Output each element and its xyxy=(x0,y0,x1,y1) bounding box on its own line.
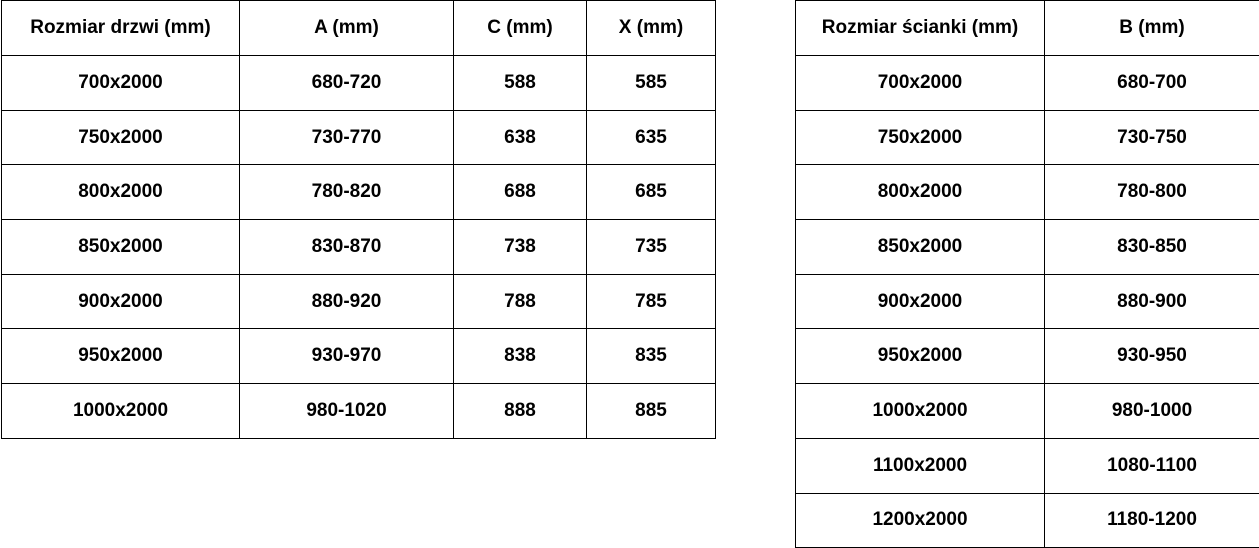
cell-wall-size: 850x2000 xyxy=(796,220,1045,275)
cell-x: 735 xyxy=(587,220,716,275)
cell-b: 830-850 xyxy=(1045,220,1259,275)
cell-a: 680-720 xyxy=(240,56,454,111)
table-row xyxy=(2,329,716,384)
cell-wall-size: 1100x2000 xyxy=(796,438,1045,493)
cell-wall-size: 1000x2000 xyxy=(796,384,1045,439)
cell-x: 685 xyxy=(587,165,716,220)
cell-door-size: 700x2000 xyxy=(2,56,240,111)
table-row xyxy=(2,56,716,111)
cell-x: 585 xyxy=(587,56,716,111)
table-row xyxy=(2,220,716,275)
cell-b: 1080-1100 xyxy=(1045,438,1259,493)
table-header-row xyxy=(2,1,716,56)
cell-wall-size: 750x2000 xyxy=(796,110,1045,165)
column-header-wall-size: Rozmiar ścianki (mm) xyxy=(796,1,1045,56)
table-row xyxy=(2,110,716,165)
cell-a: 980-1020 xyxy=(240,384,454,439)
cell-b: 680-700 xyxy=(1045,56,1259,111)
cell-wall-size: 900x2000 xyxy=(796,274,1045,329)
table-row xyxy=(2,384,716,439)
cell-wall-size: 700x2000 xyxy=(796,56,1045,111)
cell-a: 930-970 xyxy=(240,329,454,384)
table-row xyxy=(2,274,716,329)
table-row xyxy=(796,220,1259,275)
doors-size-table xyxy=(1,0,716,439)
cell-b: 980-1000 xyxy=(1045,384,1259,439)
cell-x: 785 xyxy=(587,274,716,329)
column-header-door-size: Rozmiar drzwi (mm) xyxy=(2,1,240,56)
cell-x: 885 xyxy=(587,384,716,439)
cell-a: 830-870 xyxy=(240,220,454,275)
cell-door-size: 750x2000 xyxy=(2,110,240,165)
cell-b: 1180-1200 xyxy=(1045,493,1259,548)
table-row xyxy=(2,165,716,220)
cell-b: 930-950 xyxy=(1045,329,1259,384)
wall-size-table xyxy=(795,0,1259,548)
cell-c: 638 xyxy=(454,110,587,165)
cell-c: 788 xyxy=(454,274,587,329)
cell-door-size: 950x2000 xyxy=(2,329,240,384)
cell-a: 730-770 xyxy=(240,110,454,165)
cell-wall-size: 950x2000 xyxy=(796,329,1045,384)
cell-c: 838 xyxy=(454,329,587,384)
table-row xyxy=(796,274,1259,329)
table-row xyxy=(796,438,1259,493)
table-row xyxy=(796,384,1259,439)
cell-a: 780-820 xyxy=(240,165,454,220)
cell-x: 635 xyxy=(587,110,716,165)
table-header-row xyxy=(796,1,1259,56)
cell-x: 835 xyxy=(587,329,716,384)
table-row xyxy=(796,110,1259,165)
cell-door-size: 1000x2000 xyxy=(2,384,240,439)
cell-door-size: 850x2000 xyxy=(2,220,240,275)
table-row xyxy=(796,493,1259,548)
column-header-a: A (mm) xyxy=(240,1,454,56)
cell-b: 780-800 xyxy=(1045,165,1259,220)
column-header-b: B (mm) xyxy=(1045,1,1259,56)
cell-b: 880-900 xyxy=(1045,274,1259,329)
cell-wall-size: 1200x2000 xyxy=(796,493,1045,548)
column-header-x: X (mm) xyxy=(587,1,716,56)
cell-c: 588 xyxy=(454,56,587,111)
cell-a: 880-920 xyxy=(240,274,454,329)
cell-c: 888 xyxy=(454,384,587,439)
cell-door-size: 900x2000 xyxy=(2,274,240,329)
cell-b: 730-750 xyxy=(1045,110,1259,165)
cell-door-size: 800x2000 xyxy=(2,165,240,220)
cell-c: 738 xyxy=(454,220,587,275)
table-row xyxy=(796,329,1259,384)
cell-c: 688 xyxy=(454,165,587,220)
column-header-c: C (mm) xyxy=(454,1,587,56)
cell-wall-size: 800x2000 xyxy=(796,165,1045,220)
table-row xyxy=(796,56,1259,111)
table-row xyxy=(796,165,1259,220)
